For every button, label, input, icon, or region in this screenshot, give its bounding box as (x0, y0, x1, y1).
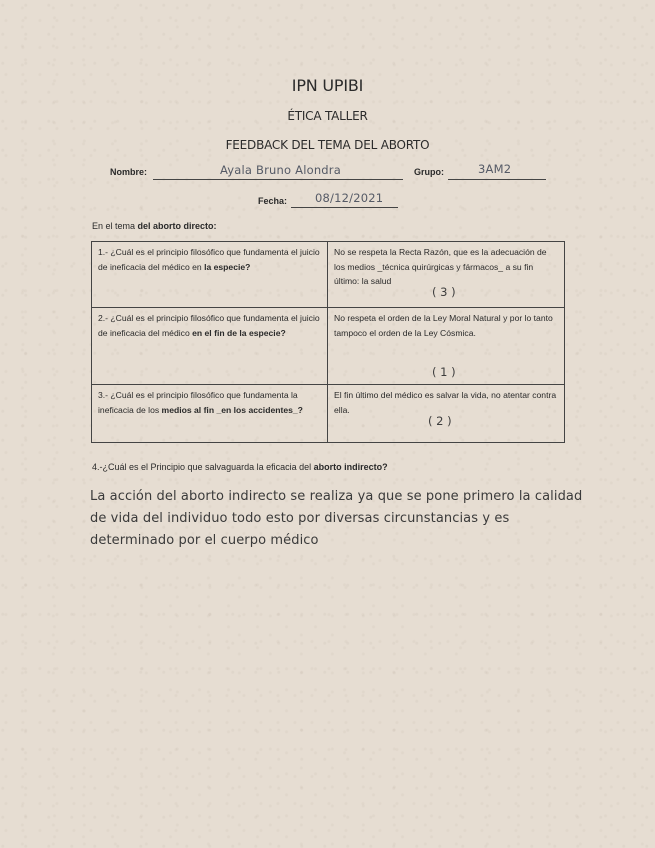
answer-number: ( 1 ) (432, 365, 456, 379)
question-text: 3.- ¿Cuál es el principio filosófico que fundamenta la ineficacia de los (98, 390, 298, 415)
questions-table (91, 241, 565, 443)
answer-4-line: de vida del individuo todo esto por diversas circunstancias y es (90, 511, 510, 526)
table-row (92, 242, 565, 308)
question-text: 1.- ¿Cuál es el principio filosófico que fundamenta el juicio de ineficacia del médico en (98, 247, 320, 272)
fecha-label: Fecha: (258, 196, 288, 206)
question-end: _en los accidentes_? (214, 404, 303, 415)
question-bold: la especie (204, 261, 246, 272)
question-text: 2.- ¿Cuál es el principio filosófico que fundamenta el juicio de ineficacia del médico (98, 313, 320, 338)
nombre-label: Nombre: (110, 167, 148, 177)
answer-cell (328, 385, 565, 443)
table-row (92, 308, 565, 385)
question-4 (92, 462, 388, 472)
nombre-grupo-row (0, 162, 655, 187)
answer-text: El fin último del médico es salvar la vida, no atentar contra ella. (334, 390, 557, 415)
section-heading (92, 221, 217, 231)
answer-4-line: La acción del aborto indirecto se realiza ya que se pone primero la calidad (90, 489, 583, 504)
table-row (92, 385, 565, 443)
answer-text: No se respeta la Recta Razón, que es la adecuación de los medios _técnica quirúrgicas y fármacos_ a su fin último: la salud (334, 247, 547, 286)
question-cell (92, 308, 328, 385)
question-bold: en el fin de la especie (192, 327, 281, 338)
grupo-label: Grupo: (414, 167, 444, 177)
answer-cell (328, 242, 565, 308)
fecha-row (0, 191, 655, 216)
question-4-bold: aborto indirecto (313, 462, 383, 472)
answer-cell (328, 308, 565, 385)
answer-4-line: determinado por el cuerpo médico (90, 533, 319, 548)
question-end: ? (245, 261, 251, 272)
question-4-end: ? (382, 462, 388, 472)
section-heading-bold: del aborto directo (137, 221, 214, 231)
answer-text: No respeta el orden de la Ley Moral Natural y por lo tanto tampoco el orden de la Ley Cósmica. (334, 313, 553, 338)
nombre-value: Ayala Bruno Alondra (220, 163, 341, 177)
answer-number: ( 3 ) (432, 285, 456, 299)
answer-number: ( 2 ) (428, 414, 452, 428)
question-4-text: 4.-¿Cuál es el Principio que salvaguarda la eficacia del (92, 462, 314, 472)
question-bold: medios al fin (161, 404, 215, 415)
page-title: IPN UPIBI (291, 76, 364, 95)
question-cell (92, 385, 328, 443)
answer-4 (90, 486, 583, 552)
section-heading-prefix: En el tema (92, 221, 138, 231)
section-heading-suffix: : (213, 221, 217, 231)
grupo-value: 3AM2 (478, 162, 512, 176)
page-topic: FEEDBACK DEL TEMA DEL ABORTO (225, 138, 430, 152)
question-end: ? (280, 327, 286, 338)
question-cell (92, 242, 328, 308)
fecha-value: 08/12/2021 (315, 191, 384, 205)
page-subtitle: ÉTICA TALLER (287, 109, 368, 123)
